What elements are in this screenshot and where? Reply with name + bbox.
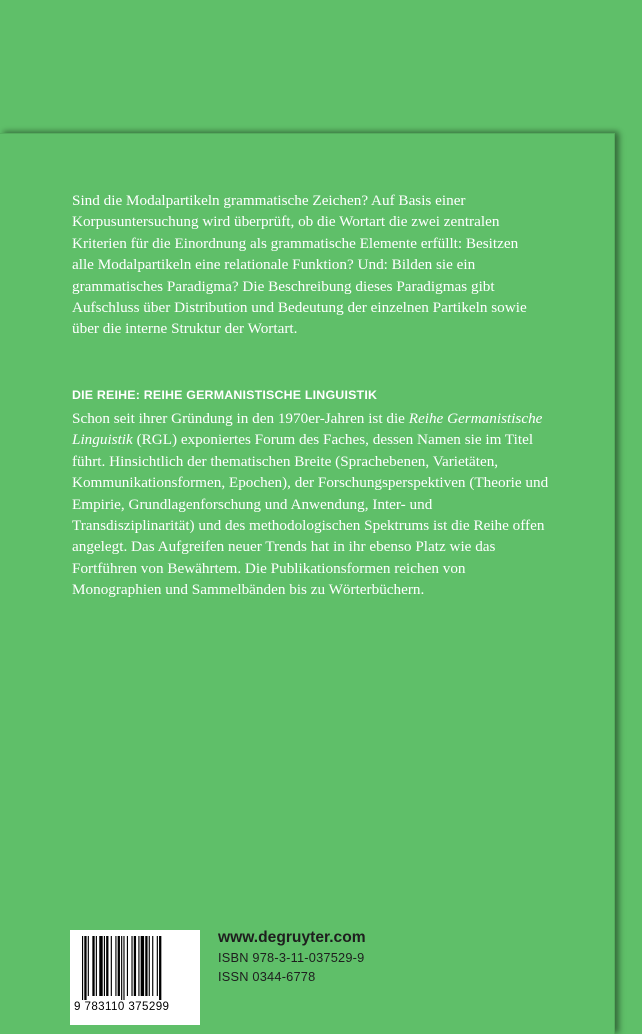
barcode-bar xyxy=(138,936,139,996)
barcode-bar xyxy=(131,936,132,996)
barcode-bar xyxy=(82,936,83,1000)
barcode-bar xyxy=(127,936,128,996)
publisher-info xyxy=(218,928,366,986)
barcode-bar xyxy=(159,936,161,1000)
series-text-start: Schon seit ihrer Gründung in den 1970er-Jahren ist die xyxy=(72,410,409,427)
barcode-bar xyxy=(134,936,136,996)
barcode xyxy=(70,930,200,1025)
barcode-bar xyxy=(115,936,116,996)
isbn-number: ISBN 978-3-11-037529-9 xyxy=(218,950,365,965)
barcode-bar xyxy=(149,936,150,996)
barcode-bar xyxy=(99,936,102,996)
barcode-bar xyxy=(118,936,120,996)
barcode-bar xyxy=(104,936,105,996)
series-heading: DIE REIHE: REIHE GERMANISTISCHE LINGUISTIK xyxy=(72,388,378,402)
barcode-bar xyxy=(157,936,158,996)
barcode-bar xyxy=(106,936,108,996)
barcode-bars xyxy=(82,936,190,1000)
series-text-end: (RGL) exponiertes Forum des Faches, dessen Namen sie im Titel führt. Hinsichtlich der thematischen Breite (Sprachebenen, Varietäten, Kommunikationsformen, Epochen), der Forschungsperspektiven (Theorie und Empirie, Grundlagenforschung und Anwendung, Inter- und Transdisziplinarität) und des methodologischen Spektrums ist die Reihe offen angelegt. Das Aufgreifen neuer Trends hat in ihr ebenso Platz wie das Fortführen von Bewährtem. Die Publikationsformen reichen von Monographien und Sammelbänden bis zu Wörterbüchern. xyxy=(72,431,549,599)
barcode-bar xyxy=(88,936,89,996)
barcode-bar xyxy=(141,936,144,996)
barcode-bar xyxy=(96,936,97,996)
barcode-bar xyxy=(123,936,124,1000)
barcode-bar xyxy=(121,936,122,1000)
issn-number: ISSN 0344-6778 xyxy=(218,969,316,984)
back-cover-panel xyxy=(0,133,615,1034)
series-description xyxy=(72,408,552,601)
barcode-bar xyxy=(92,936,94,996)
series-title: Reihe Germanistische Linguistik xyxy=(72,410,543,449)
publisher-website: www.degruyter.com xyxy=(218,929,366,946)
barcode-bar xyxy=(152,936,153,996)
barcode-bar xyxy=(145,936,147,996)
barcode-number: 9 783110 375299 xyxy=(74,1000,170,1013)
book-description: Sind die Modalpartikeln grammatische Zeichen? Auf Basis einer Korpusuntersuchung wird überprüft, ob die Wortart die zwei zentralen Kriterien für die Einordnung als grammatische Elemente erfüllt: Besitzen alle Modalpartikeln eine relationale Funktion? Und: Bilden sie ein grammatisches Paradigma? Die Beschreibung dieses Paradigmas gibt Aufschluss über Distribution und Bedeutung der einzelnen Partikeln sowie über die interne Struktur der Wortart. xyxy=(72,192,527,338)
barcode-bar xyxy=(111,936,112,996)
barcode-bar xyxy=(84,936,86,1000)
